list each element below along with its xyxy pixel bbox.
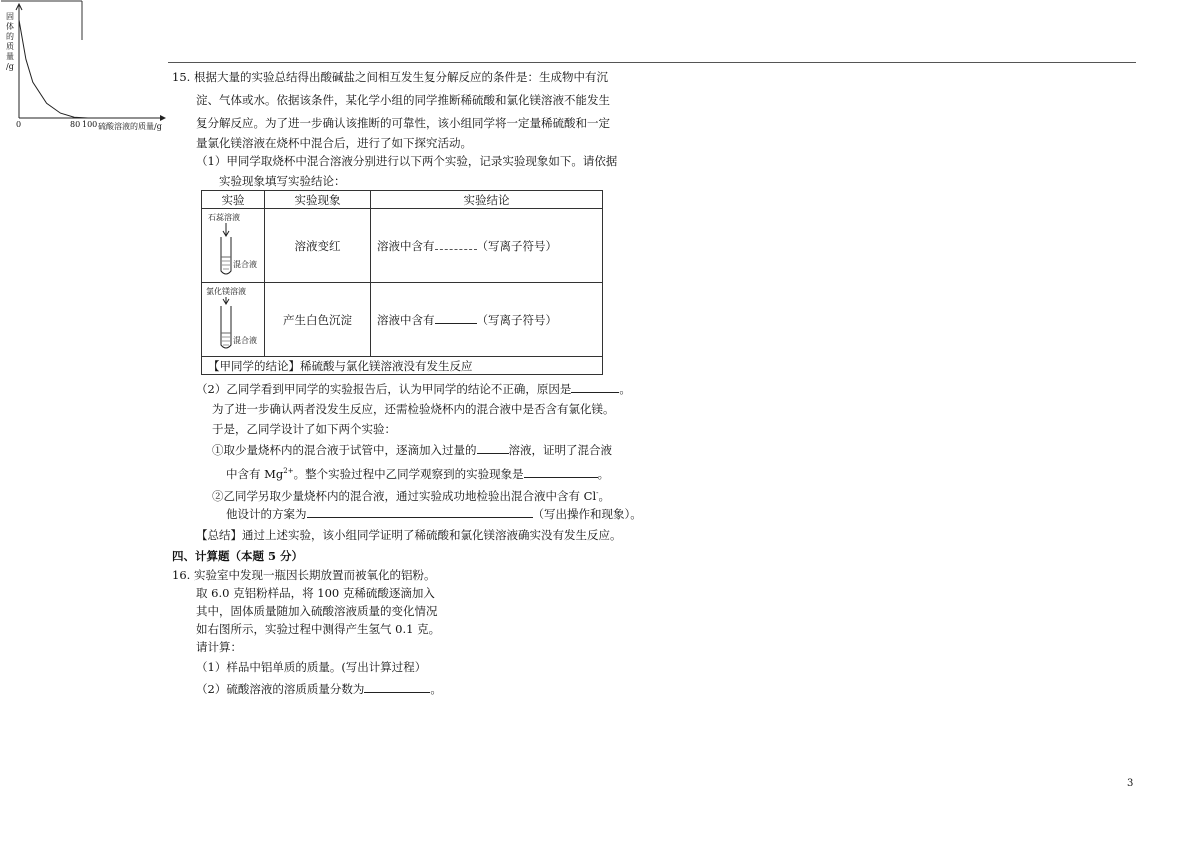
- part2-text: （写出操作和现象）。: [532, 507, 642, 521]
- part2-text: ①取少量烧杯内的混合液于试管中，逐滴加入过量的: [212, 443, 477, 457]
- conclusion-footer: 【甲同学的结论】稀硫酸与氯化镁溶液没有发生反应: [202, 357, 603, 375]
- q15-part2-line-4: [212, 441, 612, 459]
- q16-line-2: 取 6.0 克铝粉样品，将 100 克稀硫酸逐滴加入: [196, 586, 435, 600]
- answer-blank[interactable]: [524, 465, 598, 478]
- mix-label: 混合液: [233, 260, 257, 269]
- conclusion-hint: （写离子符号）: [476, 313, 557, 327]
- header-rule: [168, 62, 1136, 63]
- q16-text: （2）硫酸溶液的溶质质量分数为: [196, 682, 365, 696]
- answer-blank[interactable]: [435, 311, 477, 324]
- tick-label-80: 80: [70, 120, 81, 129]
- q15-part2-line-1: [196, 380, 631, 398]
- q16-line-5: 请计算：: [196, 640, 242, 654]
- superscript: 2+: [283, 467, 294, 475]
- q15-line-5: （1）甲同学取烧杯中混合溶液分别进行以下两个实验，记录实验现象如下。请依据: [196, 154, 618, 168]
- y-label-char: 的: [6, 32, 14, 41]
- section4-title: 四、计算题（本题 5 分）: [172, 549, 304, 563]
- conclusion-cell: [371, 209, 603, 283]
- q15-line-2: 淀、气体或水。依据该条件，某化学小组的同学推断稀硫酸和氯化镁溶液不能发生: [196, 93, 610, 107]
- part2-text: （2）乙同学看到甲同学的实验报告后，认为甲同学的结论不正确，原因是: [196, 382, 572, 396]
- conclusion-cell: [371, 283, 603, 357]
- reagent-label: 石蕊溶液: [208, 213, 240, 222]
- graph-svg: [0, 0, 170, 135]
- part2-text: 他设计的方案为: [226, 507, 307, 521]
- q15-part2-line-2: 为了进一步确认两者没发生反应，还需检验烧杯内的混合液中是否含有氯化镁。: [212, 402, 615, 416]
- q15-part2-line-6: [212, 484, 610, 505]
- tick-label-100: 100: [82, 120, 98, 129]
- test-tube-diagram: [202, 283, 264, 356]
- period: 。: [597, 466, 610, 481]
- q15-part2-line-3: 于是，乙同学设计了如下两个实验：: [212, 422, 396, 436]
- part2-text: 溶液，证明了混合液: [508, 443, 612, 457]
- q16-line-7: [196, 680, 442, 698]
- q15-summary: 【总结】通过上述实验，该小组同学证明了稀硫酸和氯化镁溶液确实没有发生反应。: [196, 528, 622, 542]
- phenomenon-cell: 产生白色沉淀: [265, 283, 371, 357]
- page-number: 3: [1127, 778, 1134, 789]
- answer-blank[interactable]: [435, 237, 477, 250]
- y-label-char: 质: [6, 42, 14, 51]
- table-row: [202, 283, 603, 357]
- q15-line-4: 量氯化镁溶液在烧杯中混合后，进行了如下探究活动。: [196, 136, 472, 150]
- y-label-char: 体: [6, 22, 14, 31]
- y-label-char: 固: [6, 12, 14, 21]
- test-tube-cell: [202, 283, 265, 357]
- origin-label: 0: [16, 120, 22, 129]
- q15-part2-line-5: [226, 462, 609, 483]
- q16-line-6: （1）样品中铝单质的质量。(写出计算过程）: [196, 660, 427, 674]
- period: 。: [598, 488, 611, 503]
- period: 。: [430, 682, 442, 696]
- q16-line-3: 其中，固体质量随加入硫酸溶液质量的变化情况: [196, 604, 438, 618]
- conclusion-text: 溶液中含有: [377, 313, 435, 327]
- part2-text: 中含有 Mg: [226, 466, 284, 481]
- period: 。: [619, 382, 631, 396]
- phenomenon-cell: 溶液变红: [265, 209, 371, 283]
- x-axis-label: 硫酸溶液的质量/g: [98, 122, 162, 131]
- q16-line-4: 如右图所示，实验过程中测得产生氢气 0.1 克。: [196, 622, 441, 636]
- reagent-label: 氯化镁溶液: [206, 287, 246, 296]
- conclusion-text: 溶液中含有: [377, 239, 435, 253]
- part2-text: ②乙同学另取少量烧杯内的混合液，通过实验成功地检验出混合液中含有 Cl: [212, 488, 597, 503]
- answer-blank[interactable]: [364, 680, 430, 693]
- q15-line-6: 实验现象填写实验结论：: [219, 174, 346, 188]
- superscript: -: [596, 489, 599, 497]
- table-footer-row: [202, 357, 603, 375]
- experiment-table: [201, 190, 603, 375]
- table-row: [202, 209, 603, 283]
- y-label-char: /g: [6, 62, 14, 71]
- data-series-curve: [19, 20, 88, 118]
- q16-line-1: 16. 实验室中发现一瓶因长期放置而被氧化的铝粉。: [172, 568, 436, 582]
- header-experiment: 实验: [202, 191, 265, 209]
- mix-label: 混合液: [233, 336, 257, 345]
- q15-line-3: 复分解反应。为了进一步确认该推断的可靠性，该小组同学将一定量稀硫酸和一定: [196, 116, 610, 130]
- test-tube-cell: [202, 209, 265, 283]
- mass-graph: [0, 0, 170, 135]
- test-tube-diagram: [202, 209, 264, 282]
- table-header-row: [202, 191, 603, 209]
- q15-line-1: 15. 根据大量的实验总结得出酸碱盐之间相互发生复分解反应的条件是：生成物中有沉: [172, 70, 608, 84]
- y-axis-label: [6, 12, 16, 72]
- conclusion-hint: （写离子符号）: [476, 239, 557, 253]
- answer-blank[interactable]: [477, 441, 509, 454]
- answer-blank[interactable]: [307, 505, 533, 518]
- header-conclusion: 实验结论: [371, 191, 603, 209]
- part2-text: 。整个实验过程中乙同学观察到的实验现象是: [293, 466, 524, 481]
- header-phenomenon: 实验现象: [265, 191, 371, 209]
- y-label-char: 量: [6, 52, 14, 61]
- q15-part2-line-7: [226, 505, 642, 523]
- test-tube-icon: [202, 209, 264, 282]
- answer-blank[interactable]: [571, 380, 619, 393]
